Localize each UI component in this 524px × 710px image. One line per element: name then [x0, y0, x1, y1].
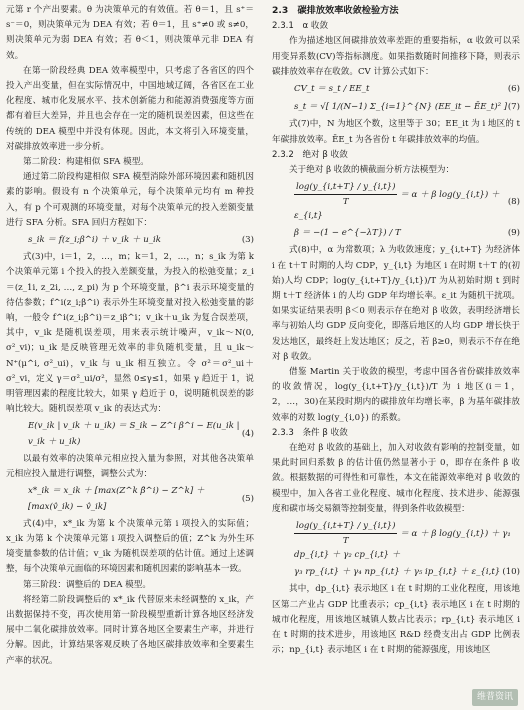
- equation-9: [272, 225, 520, 242]
- equation-5: [6, 483, 254, 515]
- paragraph-beta-explanation: 式(8)中，α 为常数项；λ 为收敛速度；y_{i,t+T} 为经济体 i 在 t＋T 时期的人均 CDP，y_{i,t} 为地区 i 在时期 t＋T 的(初始)人均 CDP；log(y_{i,t+T}/y_{i,t})/T 为从初始时期 t 到时期 t＋T 经济体 i 的人均 GDP 年均增长率。ε_it 为随机干扰项。如果实证结果表明 β＜0 则表示存在绝对 β 收敛，表明经济增长率与初始人均 GDP 反向变化，即落后地区的人均 GDP 增长快于发达地区，最终赶上发达地区；反之，若 β≥0，则表示不存在绝对 β 收敛。: [272, 245, 520, 362]
- equation-10: [272, 518, 520, 563]
- paragraph-conditional-beta: 在绝对 β 收敛的基础上，加入对收敛有影响的控制变量，如果此时回归系数 β 的估计值仍然显著小于 0，即存在条件 β 收敛。根据数据的可得性和可靠性，本文在能源效率绝对 β 收敛的模型中，加入各省工业化程度、城市化程度、技术进步、能源强度和碳市场交易额等控制变量，得到条件收敛模型：: [272, 443, 520, 514]
- equation-10-number: (10): [502, 567, 520, 578]
- equation-9-body: β ＝ −(1 − e^{−λT}) / T: [294, 228, 401, 239]
- subheading-stage-three: 第三阶段：调整后的 DEA 模型。: [23, 579, 151, 590]
- equation-8-numerator: log(y_{i,t+T} / y_{i,t}): [294, 180, 397, 195]
- paragraph-stage-one-limits: 在第一阶段经典 DEA 效率模型中，只考虑了各省区的四个投入产出变量，但在实际情况中，中国地域辽阔，各省区在工业化程度、城市化发展水平、技术创新能力和能源消费强度等方面都有着巨大差异，并且也会存在一定的随机误差因素，但这些在传统的 DEA 模型中并没有体现。因此，本文将引入环境变量，对碳排放效率进一步分析。: [6, 65, 254, 152]
- section-heading-2-3: 2.3 碳排放效率收敛检验方法: [272, 5, 399, 16]
- equation-7-lhs: s_t ＝: [294, 102, 318, 113]
- equation-7-number: (7): [507, 102, 520, 113]
- equation-5-number: (5): [241, 493, 254, 504]
- equation-7-body: √[ 1/(N−1) Σ_{i=1}^{N} (EE_it − ĒE_t)² ]: [320, 102, 508, 113]
- paragraph-martin-model: 借鉴 Martin 关于收敛的模型，考虑中国各省份碳排放效率的收敛情况，log(y_{i,t+T}/y_{i,t})/T 为 i 地区(i＝1，2，…，30)在某段时期内的碳排放年均增长率，β 为基年碳排放效率的对数 log(y_{i,0}) 的系数。: [272, 367, 520, 423]
- paragraph-sfa-explanation: 式(3)中，i＝1，2，…，m；k＝1，2，…，n；s_ik 为第 k 个决策单元第 i 个投入的投入差额变量，为投入的松弛变量；z_i＝(z_1i, z_2i, …, z_pi) 为 p 个环境变量，β^i 表示环境变量的待估参数；f^i(z_i;β^i) 表示外生环境变量对投入松弛变量的影响，一般令 f^i(z_i;β^i)＝z_iβ^i；v_ik＋u_ik 为复合误差项，其中，v_ik 是随机误差项，用来表示统计噪声，v_ik～N(0, σ²_vi)；u_ik 是反映管理无效率的非负随机变量，且 u_ik～N⁺(μ^i, σ²_ui)，v_ik 与 u_ik 相互独立。令 σ²＝σ²_ui＋σ²_vi，定义 γ＝σ²_ui/σ²，显然 0≤γ≤1，如果 γ 趋近于 1，说明管理因素的程度比较大，如果 γ 趋近于 0，说明随机误差的影响比较大。随机误差项 v_ik 的表达式为：: [6, 252, 254, 415]
- subsection-heading-2-3-2: 2.3.2 绝对 β 收敛: [272, 149, 348, 160]
- equation-3-body: s_ik ＝ f(z_i;β^i) ＋ v_ik ＋ u_ik: [28, 235, 162, 246]
- equation-5-body: x*_ik ＝ x_ik ＋ [max(Z^k β̂^i) − Z^k] ＋ [max(v̂_ik) − v̂_ik]: [28, 486, 205, 512]
- left-column: [6, 3, 254, 669]
- paragraph-adjustment-explanation: 式(4)中，x*_ik 为第 k 个决策单元第 i 项投入的实际值；x_ik 为第 k 个决策单元第 i 项投入调整后的值；Z^k 为外生环境变量参数的估计值；v_ik 为随机误差项的估计值。通过上述调整，每个决策单元面临的环境因素和随机因素的影响基本一致。: [6, 518, 254, 575]
- equation-6: [272, 81, 520, 98]
- paragraph-cv-explanation: 式(7)中，N 为地区个数，这里等于 30；EE_it 为 i 地区的 t 年碳排放效率。ĒE_t 为各省份 t 年碳排放效率的均值。: [272, 119, 520, 145]
- paragraph-dea-validity: 元第 r 个产出要素。θ 为决策单元的有效值。若 θ＝1，且 s⁺＝s⁻＝0，则决策单元为 DEA 有效；若 θ＝1，且 s⁺≠0 或 s≠0，则决策单元为弱 DEA 有效；若 θ＜1，则决策单元非 DEA 有效。: [6, 5, 254, 61]
- paragraph-alpha-convergence: 作为描述地区间碳排放效率差距的重要指标，α 收敛可以采用变异系数(CV)等指标测度。如果指数随时间推移下降，则表示碳排放效率存在收敛。CV 计算公式如下：: [272, 36, 520, 77]
- paragraph-stage-three: 将经第二阶段调整后的 x*_ik 代替原来未经调整的 x_ik，产出数据保持不变，再次使用第一阶段模型重新计算各地区经济发展中二氧化碳排放效率。同时计算各地区全要素生产率，并进行分解。因此，计算结果客观反映了各地区碳排放效率和全要素生产率的状况。: [6, 594, 254, 666]
- equation-3-number: (3): [241, 235, 254, 246]
- equation-4: [6, 418, 254, 450]
- equation-10-fraction: [294, 519, 397, 548]
- equation-10-numerator: log(y_{i,t+T} / y_{i,t}): [294, 519, 397, 534]
- equation-10-line-2: [272, 564, 520, 581]
- equation-8-rest: ＝ α ＋ β log(y_{i,t}) ＋ ε_{i,t}: [294, 190, 500, 222]
- subsection-heading-2-3-3: 2.3.3 条件 β 收敛: [272, 427, 348, 438]
- paragraph-control-variables: 其中，dp_{i,t} 表示地区 i 在 t 时期的工业化程度，用该地区第二产业占 GDP 比重表示；cp_{i,t} 表示地区 i 在 t 时期的城市化程度，用该地区城镇人数占比表示；rp_{i,t} 表示地区 i 在 t 时期的技术进步，用该地区 R&D 经费支出占 GDP 比例表示；np_{i,t} 表示地区 i 在 t 时期的能源强度，用该地区: [272, 584, 520, 656]
- paragraph-sfa-intro: 通过第二阶段构建相似 SFA 模型消除外部环境因素和随机因素的影响。假设有 n 个决策单元，每个决策单元均有 m 种投入，有 p 个可观测的环境变量，对每个决策单元的投入差额变量进行 SFA 分析。SFA 回归方程如下：: [6, 172, 254, 228]
- equation-4-number: (4): [241, 429, 254, 440]
- right-column: [272, 3, 520, 658]
- watermark-stamp: 维普资讯: [472, 689, 518, 706]
- equation-9-number: (9): [507, 228, 520, 239]
- equation-8-number: (8): [507, 196, 520, 207]
- subheading-stage-two: 第二阶段：构建相似 SFA 模型。: [23, 157, 149, 168]
- equation-8: [272, 179, 520, 224]
- equation-10-denominator: T: [342, 536, 349, 547]
- equation-4-body: E(v_ik | v_ik ＋ u_ik) ＝ S_ik − Z^i β^i − E(u_ik | v_ik ＋ u_ik): [28, 421, 240, 447]
- paragraph-beta-model-intro: 关于绝对 β 收敛的横截面分析方法模型为：: [289, 165, 455, 176]
- subsection-heading-2-3-1: 2.3.1 α 收敛: [272, 21, 329, 32]
- equation-8-fraction: [294, 180, 397, 209]
- equation-7: [272, 99, 520, 116]
- equation-6-body: CV_t ＝ s_t / EE_t: [294, 84, 370, 95]
- equation-6-number: (6): [507, 84, 520, 95]
- equation-10-rest: ＝ α ＋ β log(y_{i,t}) ＋ γ₁ dp_{i,t} ＋ γ₂ cp_{i,t} ＋: [294, 529, 511, 561]
- equation-8-denominator: T: [342, 197, 349, 208]
- equation-10-line-2-body: γ₃ rp_{i,t} ＋ γ₄ np_{i,t} ＋ γ₅ ip_{i,t} ＋ ε_{i,t}: [294, 567, 501, 578]
- paragraph-adjustment-intro: 以最有效率的决策单元相应投入量为参照，对其他各决策单元相应投入量进行调整，调整公式为：: [6, 453, 254, 480]
- equation-3: [6, 232, 254, 249]
